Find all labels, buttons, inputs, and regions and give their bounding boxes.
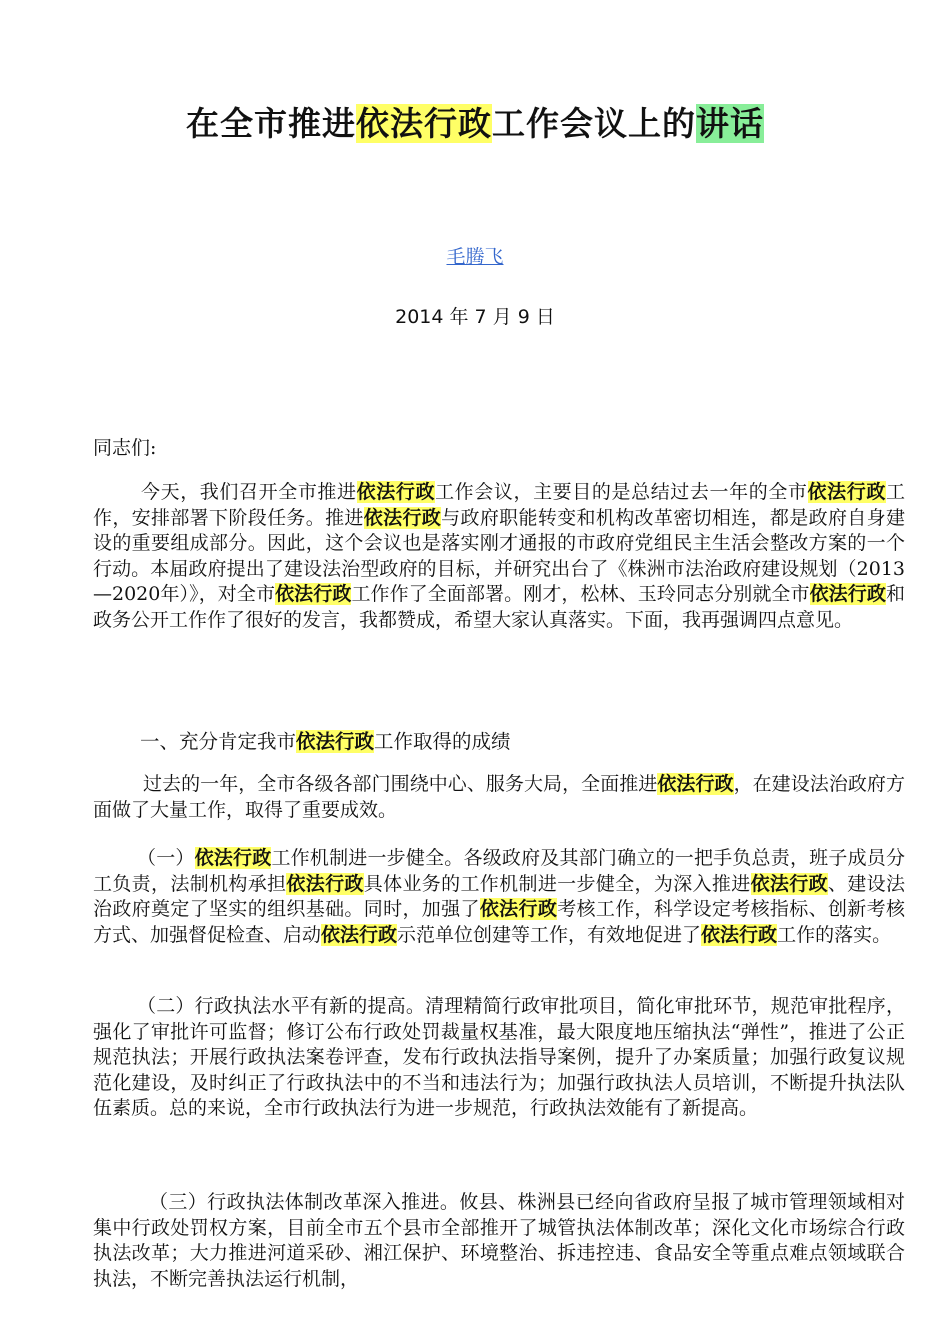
- highlighted-term: 依法行政: [701, 923, 778, 946]
- highlighted-term: 依法行政: [275, 583, 352, 605]
- text-run: ，在建设法治政府方面做了大量工作，取得了重要成效。: [93, 773, 905, 821]
- highlighted-term: 依法行政: [479, 898, 558, 920]
- highlighted-term: 依法行政: [807, 481, 886, 503]
- highlighted-term: 依法行政: [286, 872, 364, 895]
- paragraph-achievements-intro: [93, 772, 905, 823]
- section-heading-1: [140, 726, 511, 754]
- text-run: 和政务公开工作作了很好的发言，我都赞成，希望大家认真落实。下面，我再强调四点意见。: [93, 583, 905, 631]
- title-part-1: 在全市推进: [186, 104, 356, 143]
- document-date: 2014 年 7 月 9 日: [395, 306, 555, 328]
- title-highlight-yilaixingzheng: 依法行政: [356, 104, 492, 143]
- text-run: 过去的一年，全市各级各部门围绕中心、服务大局，全面推进: [143, 773, 658, 795]
- text-run: 工作，安排部署下阶段任务。推进: [93, 481, 905, 529]
- text-run: 考核工作，科学设定考核指标、创新考核方式、加强督促检查、启动: [93, 898, 905, 946]
- text-run: （一）: [137, 847, 195, 869]
- highlighted-term: 依法行政: [194, 847, 272, 869]
- highlighted-term: 依法行政: [356, 481, 436, 503]
- document-title: [0, 98, 950, 145]
- text-run: 示范单位创建等工作，有效地促进了: [397, 923, 702, 946]
- text-run: 今天，我们召开全市推进: [141, 481, 357, 503]
- paragraph-reform: [93, 1190, 905, 1292]
- author-link-wrapper: [0, 242, 950, 269]
- paragraph-enforcement: [93, 994, 905, 1122]
- text-run: 工作作了全面部署。刚才，松林、玉玲同志分别就全市: [351, 583, 810, 605]
- salutation: 同志们:: [93, 437, 157, 459]
- text-run: 工作会议，主要目的是总结过去一年的全市: [435, 481, 808, 503]
- paragraph-intro: [93, 480, 905, 633]
- text-run: 与政府职能转变和机构改革密切相连，都是政府自身建设的重要组成部分。因此，这个会议也是落实刚才通报的市政府党组民主生活会整改方案的一个行动。本届政府提出了建设法治型政府的目标，并研究出台了《株洲市法治政府建设规划（2013—2020年）》，对全市: [93, 506, 905, 605]
- paragraph-mechanism: [93, 846, 905, 948]
- highlighted-term: 依法行政: [363, 506, 442, 529]
- text-run: 工作机制进一步健全。各级政府及其部门确立的一把手负总责，班子成员分工负责，法制机构承担: [93, 847, 905, 895]
- text-run: 具体业务的工作机制进一步健全，为深入推进: [363, 872, 751, 895]
- heading-highlight: 依法行政: [296, 730, 375, 753]
- title-part-3: 工作会议上的: [492, 104, 696, 143]
- heading-part-1: 一、充分肯定我市: [140, 730, 297, 753]
- text-run: （三）行政执法体制改革深入推进。攸县、株洲县已经向省政府呈报了城市管理领域相对集中行政处罚权方案，目前全市五个县市全部推开了城管执法体制改革；深化文化市场综合行政执法改革；大力推进河道采砂、湘江保护、环境整治、拆违控违、食品安全等重点难点领域联合执法，不断完善执法运行机制，: [93, 1191, 905, 1290]
- highlighted-term: 依法行政: [750, 872, 828, 895]
- text-run: 工作的落实。: [777, 923, 892, 946]
- author-link[interactable]: 毛腾飞: [446, 246, 504, 268]
- text-run: （二）行政执法水平有新的提高。清理精简行政审批项目，简化审批环节，规范审批程序，强化了审批许可监督；修订公布行政处罚裁量权基准，最大限度地压缩执法“弹性”，推进了公正规范执法；开展行政执法案卷评查，发布行政执法指导案例，提升了办案质量；加强行政复议规范化建设，及时纠正了行政执法中的不当和违法行为；加强行政执法人员培训，不断提升执法队伍素质。总的来说，全市行政执法行为进一步规范，行政执法效能有了新提高。: [93, 995, 905, 1119]
- title-highlight-jianghua: 讲话: [696, 104, 764, 143]
- text-run: 、建设法治政府奠定了坚实的组织基础。同时，加强了: [93, 872, 905, 920]
- highlighted-term: 依法行政: [657, 773, 734, 795]
- highlighted-term: 依法行政: [809, 583, 886, 605]
- heading-part-3: 工作取得的成绩: [374, 730, 511, 753]
- highlighted-term: 依法行政: [321, 923, 398, 946]
